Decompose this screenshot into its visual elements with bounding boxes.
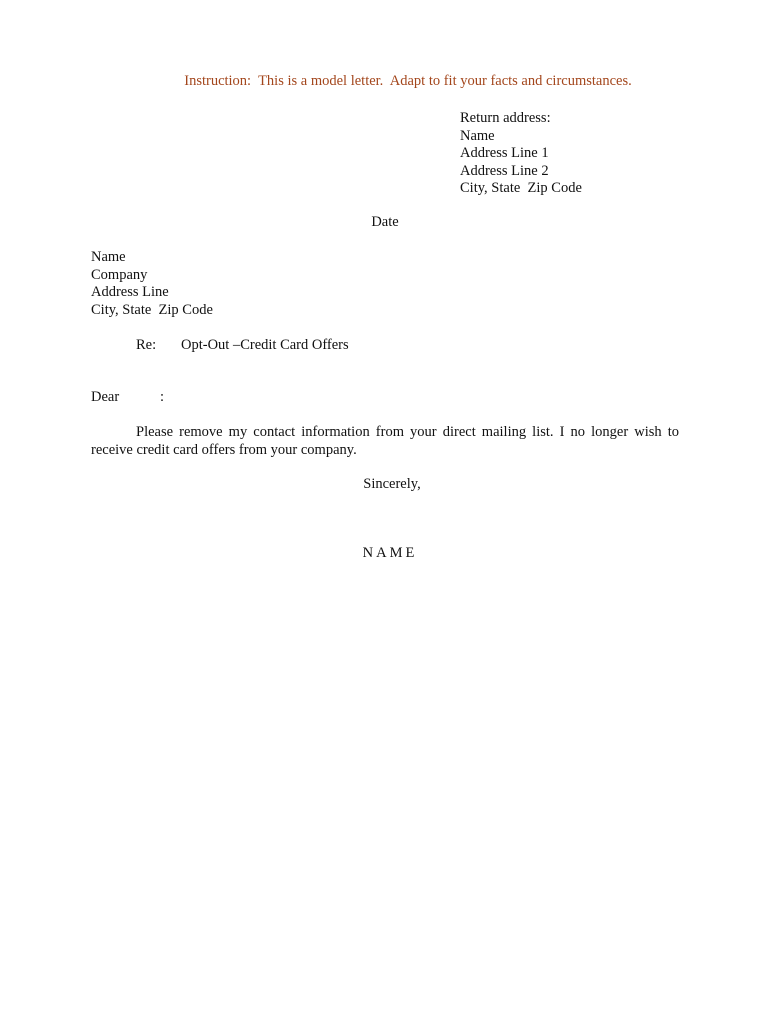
recipient-address-line: Address Line	[91, 284, 169, 300]
instruction-note: Instruction: This is a model letter. Adapt to fit your facts and circumstances.	[184, 73, 632, 89]
letter-date: Date	[371, 214, 399, 230]
recipient-city-state-zip: City, State Zip Code	[91, 301, 213, 318]
recipient-company: Company	[91, 266, 148, 283]
body-paragraph: Please remove my contact information from your direct mailing list. I no longer wish to receive credit card offers from your company.	[91, 424, 679, 458]
salutation-colon: :	[160, 389, 165, 405]
return-address-line-1: Address Line 1	[460, 145, 549, 161]
closing: Sincerely,	[363, 476, 421, 492]
recipient-name: Name	[91, 249, 126, 265]
recipient-address-block	[91, 249, 213, 319]
return-address-heading: Return address:	[460, 110, 551, 126]
return-address-name: Name	[460, 127, 495, 144]
return-address-city-state-zip: City, State Zip Code	[460, 180, 582, 196]
subject-label: Re:	[136, 337, 157, 353]
return-address-block	[460, 110, 582, 198]
subject-text: Opt-Out –Credit Card Offers	[181, 337, 349, 353]
signature-name: NAME	[362, 545, 418, 561]
salutation-word: Dear	[91, 389, 120, 405]
return-address-line-2: Address Line 2	[460, 162, 549, 179]
